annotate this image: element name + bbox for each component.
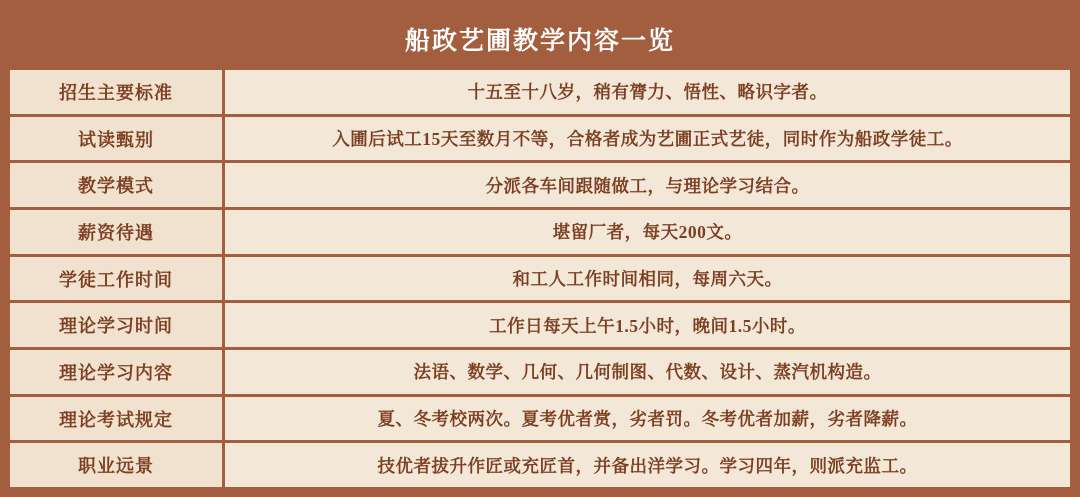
row-label: 理论学习时间 bbox=[10, 303, 222, 347]
row-label: 教学模式 bbox=[10, 163, 222, 207]
table-row bbox=[10, 163, 1070, 207]
row-value: 技优者拔升作匠或充匠首，并备出洋学习。学习四年，则派充监工。 bbox=[225, 443, 1070, 487]
table-row bbox=[10, 443, 1070, 487]
row-label: 理论学习内容 bbox=[10, 350, 222, 394]
table-row bbox=[10, 117, 1070, 161]
row-label: 试读甄别 bbox=[10, 117, 222, 161]
page-title: 船政艺圃教学内容一览 bbox=[404, 28, 675, 55]
row-label: 薪资待遇 bbox=[10, 210, 222, 254]
row-value: 堪留厂者，每天200文。 bbox=[225, 210, 1070, 254]
table-row bbox=[10, 350, 1070, 394]
row-value: 入圃后试工15天至数月不等，合格者成为艺圃正式艺徒，同时作为船政学徒工。 bbox=[225, 117, 1070, 161]
row-value: 工作日每天上午1.5小时，晚间1.5小时。 bbox=[225, 303, 1070, 347]
table-row bbox=[10, 257, 1070, 301]
row-value: 十五至十八岁，稍有膂力、悟性、略识字者。 bbox=[225, 70, 1070, 114]
row-value: 和工人工作时间相同，每周六天。 bbox=[225, 257, 1070, 301]
table-row bbox=[10, 303, 1070, 347]
row-label: 学徒工作时间 bbox=[10, 257, 222, 301]
row-label: 招生主要标准 bbox=[10, 70, 222, 114]
row-label: 职业远景 bbox=[10, 443, 222, 487]
table-row bbox=[10, 397, 1070, 441]
content-table bbox=[10, 70, 1070, 487]
table-row bbox=[10, 210, 1070, 254]
row-value: 法语、数学、几何、几何制图、代数、设计、蒸汽机构造。 bbox=[225, 350, 1070, 394]
table-row bbox=[10, 70, 1070, 114]
table-title-bar bbox=[10, 8, 1070, 70]
row-value: 分派各车间跟随做工，与理论学习结合。 bbox=[225, 163, 1070, 207]
row-label: 理论考试规定 bbox=[10, 397, 222, 441]
row-value: 夏、冬考校两次。夏考优者赏，劣者罚。冬考优者加薪，劣者降薪。 bbox=[225, 397, 1070, 441]
